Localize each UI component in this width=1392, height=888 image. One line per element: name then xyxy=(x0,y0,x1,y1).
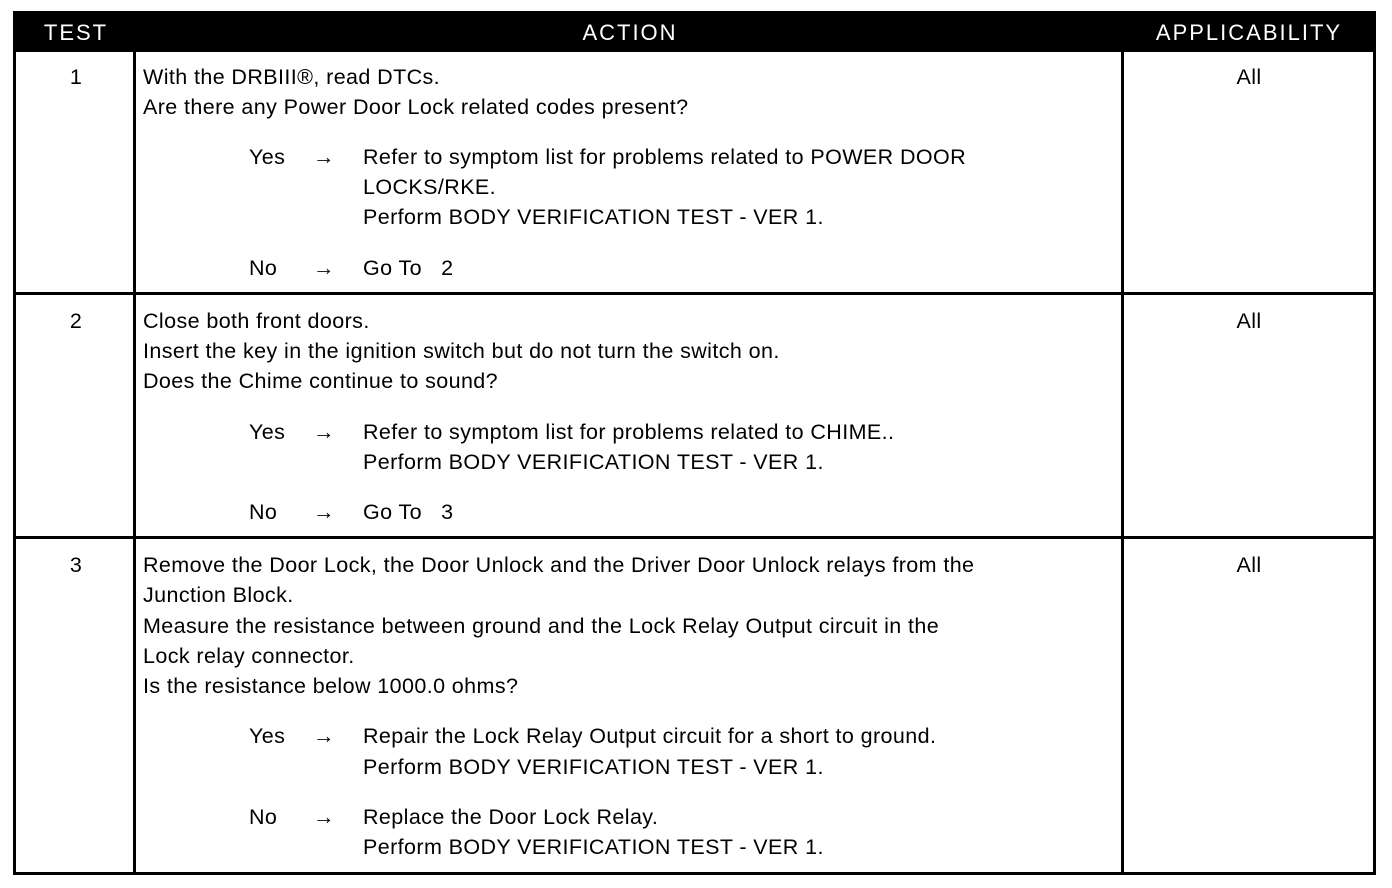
right-arrow-icon: → xyxy=(313,500,335,524)
table-header xyxy=(16,14,1373,52)
header-test: TEST xyxy=(43,20,109,45)
question-line: Insert the key in the ignition switch but do not turn the switch on. xyxy=(143,339,780,363)
applicability-value: All xyxy=(1236,309,1262,333)
question-line: With the DRBIII®, read DTCs. xyxy=(143,65,441,89)
test-number: 2 xyxy=(69,309,83,333)
column-divider xyxy=(133,14,136,872)
diagnostic-test-table xyxy=(13,11,1376,875)
no-result-line: Go To 3 xyxy=(363,500,454,524)
row-divider xyxy=(16,536,1373,539)
no-label: No xyxy=(249,500,278,524)
yes-label: Yes xyxy=(249,145,286,169)
yes-label: Yes xyxy=(249,724,286,748)
column-divider xyxy=(1121,14,1124,872)
applicability-value: All xyxy=(1236,65,1262,89)
question-line: Does the Chime continue to sound? xyxy=(143,369,499,393)
yes-result-line: Perform BODY VERIFICATION TEST - VER 1. xyxy=(363,755,824,779)
yes-label: Yes xyxy=(249,420,286,444)
test-number: 1 xyxy=(69,65,83,89)
header-applicability: APPLICABILITY xyxy=(1155,20,1343,45)
question-line: Remove the Door Lock, the Door Unlock and the Driver Door Unlock relays from the xyxy=(143,553,975,577)
question-line: Lock relay connector. xyxy=(143,644,355,668)
yes-result-line: Refer to symptom list for problems related to POWER DOOR xyxy=(363,145,967,169)
question-line: Junction Block. xyxy=(143,583,294,607)
applicability-value: All xyxy=(1236,553,1262,577)
question-line: Measure the resistance between ground and the Lock Relay Output circuit in the xyxy=(143,614,940,638)
no-label: No xyxy=(249,256,278,280)
right-arrow-icon: → xyxy=(313,420,335,444)
yes-result-line: Perform BODY VERIFICATION TEST - VER 1. xyxy=(363,205,824,229)
no-label: No xyxy=(249,805,278,829)
question-line: Is the resistance below 1000.0 ohms? xyxy=(143,674,519,698)
question-line: Close both front doors. xyxy=(143,309,370,333)
yes-result-line: Repair the Lock Relay Output circuit for a short to ground. xyxy=(363,724,937,748)
yes-result-line: Refer to symptom list for problems related to CHIME.. xyxy=(363,420,895,444)
question-line: Are there any Power Door Lock related codes present? xyxy=(143,95,689,119)
right-arrow-icon: → xyxy=(313,724,335,748)
yes-result-line: LOCKS/RKE. xyxy=(363,175,497,199)
row-divider xyxy=(16,292,1373,295)
right-arrow-icon: → xyxy=(313,256,335,280)
test-number: 3 xyxy=(69,553,83,577)
no-result-line: Replace the Door Lock Relay. xyxy=(363,805,659,829)
right-arrow-icon: → xyxy=(313,805,335,829)
right-arrow-icon: → xyxy=(313,145,335,169)
no-result-line: Perform BODY VERIFICATION TEST - VER 1. xyxy=(363,835,824,859)
yes-result-line: Perform BODY VERIFICATION TEST - VER 1. xyxy=(363,450,824,474)
header-action: ACTION xyxy=(582,20,678,45)
no-result-line: Go To 2 xyxy=(363,256,454,280)
